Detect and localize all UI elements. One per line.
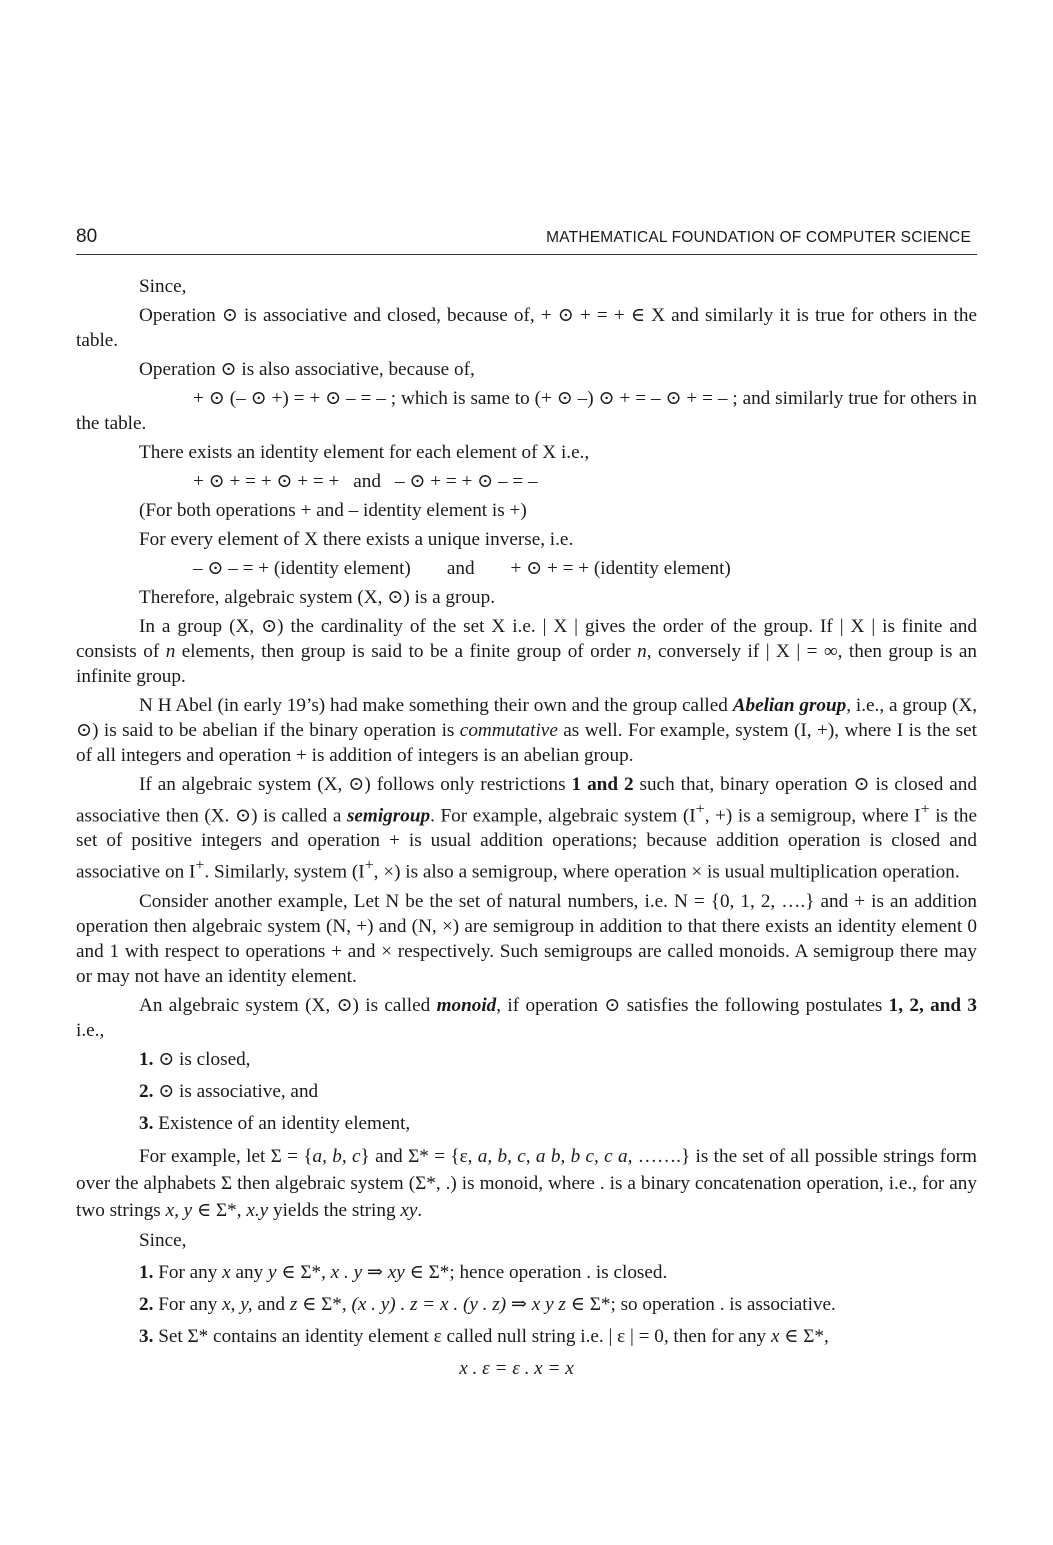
page-body <box>76 274 977 1385</box>
identity-equation-plus: + ⊙ + = + ⊙ + = + <box>193 471 340 492</box>
page-number: 80 <box>76 226 98 247</box>
paragraph-therefore: Therefore, algebraic system (X, ⊙) is a group. <box>139 587 495 608</box>
paragraph-abelian: N H Abel (in early 19’s) had make something their own and the group called Abelian group, i.e., a group (X, ⊙) is said to be abelian if the binary operation is commutative as well. For example, system (I, +), where I is the set of all integers and operation + is addition of integers is an abelian group. <box>76 695 977 766</box>
paragraph-strings-example: For example, let Σ = {a, b, c} and Σ* = {ε, a, b, c, a b, b c, c a, …….} is the set of all possible strings form over the alphabets Σ then algebraic system (Σ*, .) is monoid, where . is a binary concatenation operation, i.e., for any two strings x, y ∈ Σ*, x.y yields the string xy. <box>76 1145 977 1221</box>
paragraph-both-operations: (For both operations + and – identity element is +) <box>139 500 527 521</box>
running-title: MATHEMATICAL FOUNDATION OF COMPUTER SCIENCE <box>546 229 971 246</box>
paragraph-operation-closed: Operation ⊙ is associative and closed, because of, + ⊙ + = + ∈ X and similarly it is true for others in the table. <box>76 305 977 351</box>
final-equation: x . ε = ε . x = x <box>459 1357 574 1379</box>
paragraph-semigroup: If an algebraic system (X, ⊙) follows only restrictions 1 and 2 such that, binary operation ⊙ is closed and associative then (X. ⊙) is called a semigroup. For example, algebraic system (I+, +) is a semigroup, where I+ is the set of positive integers and operation + is usual addition operations; because addition operation is closed and associative on I+. Similarly, system (I+, ×) is also a semigroup, where operation × is usual multiplication operation. <box>76 774 978 883</box>
paragraph-natural-numbers: Consider another example, Let N be the set of natural numbers, i.e. N = {0, 1, 2, ….} and + is an addition operation then algebraic system (N, +) and (N, ×) are semigroup in addition to that there exists an identity element 0 and 1 with respect to operations + and × respectively. Such semigroups are called monoids. A semigroup there may or may not have an identity element. <box>76 890 977 987</box>
inverse-equations <box>76 556 977 581</box>
postulate-item: 3. Existence of an identity element, <box>139 1112 411 1134</box>
term-abelian-group: Abelian group <box>732 695 847 716</box>
term-monoid: monoid <box>436 994 497 1016</box>
postulate-item: 2. ⊙ is associative, and <box>139 1080 319 1102</box>
since-label: Since, <box>139 276 187 297</box>
paragraph-also-associative: Operation ⊙ is also associative, because of, <box>139 359 475 380</box>
and-connector: and <box>446 558 475 579</box>
identity-equations <box>76 469 977 494</box>
term-semigroup: semigroup <box>346 805 431 827</box>
since-label-2: Since, <box>139 1229 187 1251</box>
and-connector: and <box>353 471 381 492</box>
paragraph-inverse: For every element of X there exists a unique inverse, i.e. <box>139 529 574 550</box>
identity-equation-minus: – ⊙ + = + ⊙ – = – <box>395 471 538 492</box>
proof-item-associative: 2. For any x, y, and z ∈ Σ*, (x . y) . z = x . (y . z) ⇒ x y z ∈ Σ*; so operation . is associative. <box>139 1293 836 1315</box>
postulate-item: 1. ⊙ is closed, <box>139 1048 251 1070</box>
inverse-equation-plus: + ⊙ + = + (identity element) <box>510 558 731 579</box>
proof-item-identity: 3. Set Σ* contains an identity element ε called null string i.e. | ε | = 0, then for any x ∈ Σ*, <box>139 1325 829 1347</box>
paragraph-associative-example: + ⊙ (– ⊙ +) = + ⊙ – = – ; which is same to (+ ⊙ –) ⊙ + = – ⊙ + = – ; and similarly true for others in the table. <box>76 388 977 434</box>
inverse-equation-minus: – ⊙ – = + (identity element) <box>193 558 411 579</box>
paragraph-identity-exists: There exists an identity element for each element of X i.e., <box>139 442 590 463</box>
proof-item-closed: 1. For any x any y ∈ Σ*, x . y ⇒ xy ∈ Σ*; hence operation . is closed. <box>139 1261 668 1283</box>
paragraph-cardinality: In a group (X, ⊙) the cardinality of the set X i.e. | X | gives the order of the group. If | X | is finite and consists of n elements, then group is said to be a finite group of order n, conversely if | X | = ∞, then group is an infinite group. <box>76 616 977 687</box>
paragraph-monoid: An algebraic system (X, ⊙) is called monoid, if operation ⊙ satisfies the following postulates 1, 2, and 3 i.e., <box>76 994 978 1041</box>
page-header <box>76 224 977 255</box>
